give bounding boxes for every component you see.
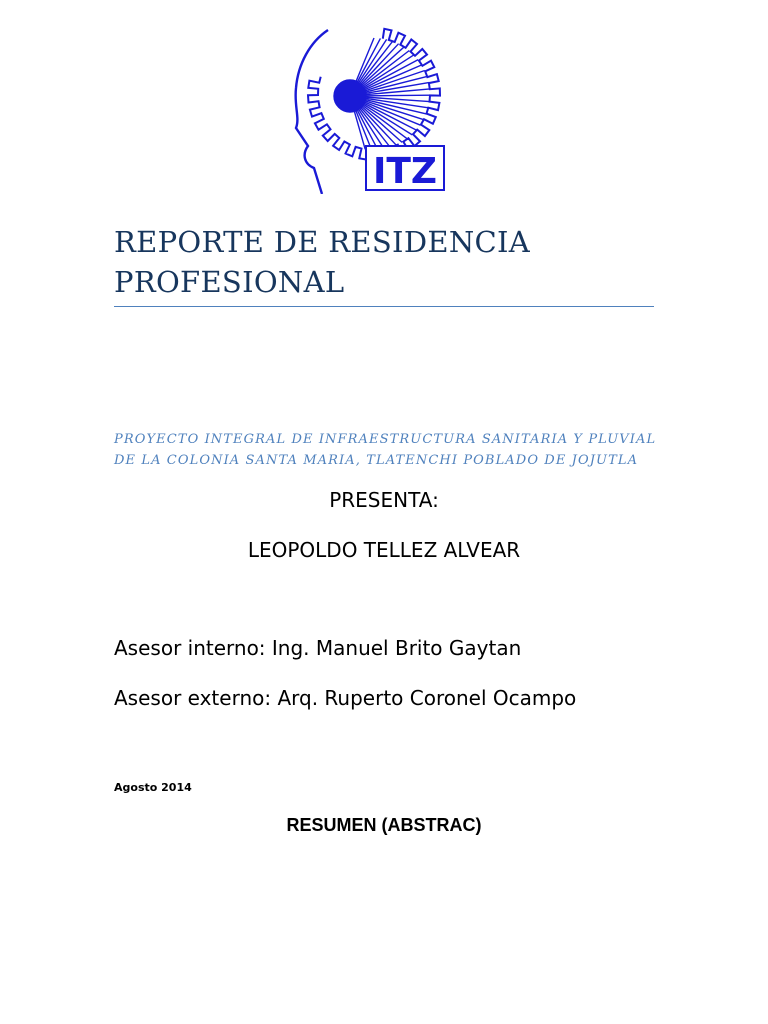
external-advisor: Asesor externo: Arq. Ruperto Coronel Ocampo — [114, 686, 577, 710]
internal-advisor: Asesor interno: Ing. Manuel Brito Gaytan — [114, 636, 522, 660]
section-heading: RESUMEN (ABSTRAC) — [286, 815, 482, 835]
logo-text: ITZ — [372, 151, 438, 192]
itz-logo — [288, 18, 448, 194]
presenta-label: PRESENTA: — [329, 488, 439, 512]
title-divider — [114, 306, 654, 307]
author-name: LEOPOLDO TELLEZ ALVEAR — [247, 538, 521, 562]
document-date: Agosto 2014 — [114, 781, 192, 794]
project-subtitle: PROYECTO INTEGRAL DE INFRAESTRUCTURA SANITARIA Y PLUVIAL DE LA COLONIA SANTA MARIA, TLATENCHI POBLADO DE JOJUTLA — [114, 432, 657, 468]
page-title: REPORTE DE RESIDENCIA PROFESIONAL — [114, 225, 530, 299]
